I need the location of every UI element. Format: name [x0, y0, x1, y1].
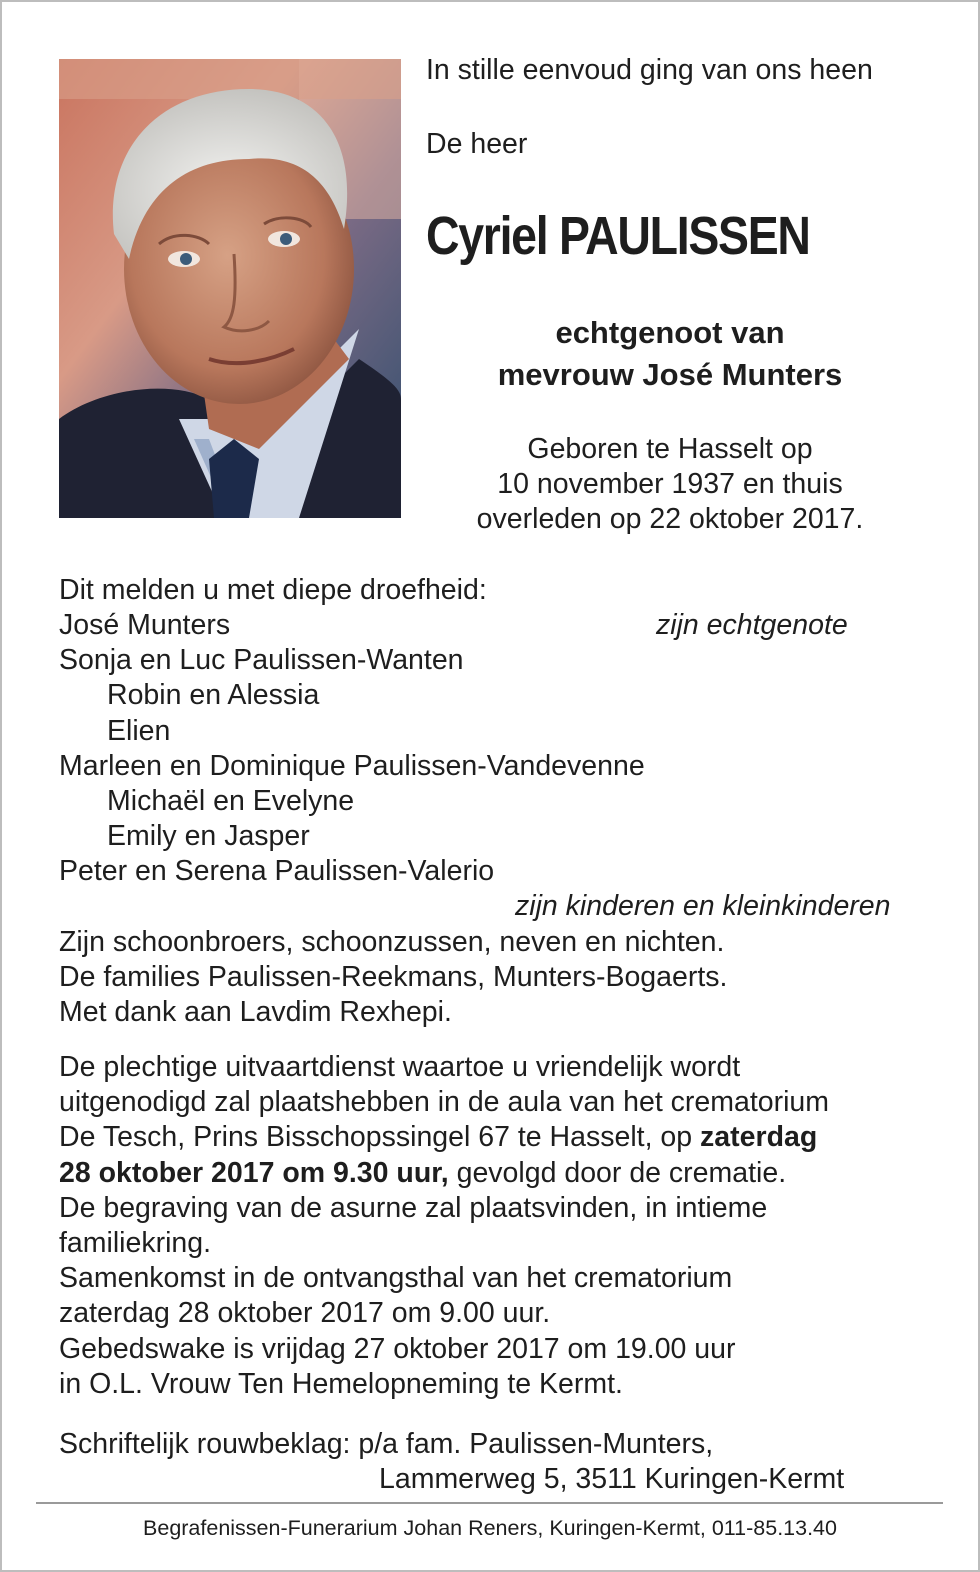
family-line: Robin en Alessia [107, 679, 320, 711]
service-line: uitgenodigd zal plaatshebben in de aula van het crematorium [59, 1086, 830, 1119]
service-line: Gebedswake is vrijdag 27 oktober 2017 om 19.00 uur [59, 1332, 736, 1365]
deceased-name: Cyriel PAULISSEN [426, 206, 810, 266]
spouse-role: zijn echtgenote [656, 609, 848, 641]
birth-line-3: overleden op 22 oktober 2017. [476, 503, 864, 535]
service-date-bold: zaterdag [700, 1121, 818, 1154]
birth-line-1: Geboren te Hasselt op [527, 433, 813, 465]
funeral-home-footer: Begrafenissen-Funerarium Johan Reners, Kuringen-Kermt, 011-85.13.40 [143, 1516, 837, 1540]
salutation: De heer [426, 128, 528, 160]
service-line: De Tesch, Prins Bisschopssingel 67 te Hasselt, op [59, 1121, 701, 1154]
family-line: Marleen en Dominique Paulissen-Vandevenne [59, 750, 645, 782]
service-date-bold: 28 oktober 2017 om 9.30 uur, [59, 1156, 449, 1189]
relatives-line: Met dank aan Lavdim Rexhepi. [59, 996, 452, 1028]
birth-line-2: 10 november 1937 en thuis [497, 468, 843, 500]
condolences-address: Lammerweg 5, 3511 Kuringen-Kermt [379, 1463, 845, 1495]
mourners-intro: Dit melden u met diepe droefheid: [59, 574, 487, 606]
footer-divider [36, 1502, 943, 1504]
service-line: De plechtige uitvaartdienst waartoe u vriendelijk wordt [59, 1051, 741, 1083]
family-line: Emily en Jasper [107, 820, 310, 852]
relatives-line: Zijn schoonbroers, schoonzussen, neven en nichten. [59, 926, 725, 958]
condolences-line-1: Schriftelijk rouwbeklag: p/a fam. Paulissen-Munters, [59, 1428, 714, 1460]
service-line: De begraving van de asurne zal plaatsvinden, in intieme [59, 1191, 768, 1224]
portrait-illustration [59, 59, 401, 518]
service-line: gevolgd door de crematie. [448, 1156, 787, 1189]
spouse-name: José Munters [59, 609, 231, 641]
family-line: Sonja en Luc Paulissen-Wanten [59, 644, 464, 676]
spouse-line-1: echtgenoot van [555, 315, 785, 350]
family-line: Peter en Serena Paulissen-Valerio [59, 855, 495, 887]
service-line: zaterdag 28 oktober 2017 om 9.00 uur. [59, 1297, 551, 1330]
service-paragraph [59, 1050, 919, 1402]
spouse-line-2: mevrouw José Munters [497, 357, 843, 392]
intro-text: In stille eenvoud ging van ons heen [426, 54, 873, 86]
service-line: in O.L. Vrouw Ten Hemelopneming te Kermt. [59, 1367, 623, 1400]
relatives-line: De families Paulissen-Reekmans, Munters-Bogaerts. [59, 961, 728, 993]
portrait-photo [59, 59, 401, 518]
service-line: familiekring. [59, 1227, 212, 1260]
family-line: Elien [107, 715, 171, 747]
children-role: zijn kinderen en kleinkinderen [515, 890, 891, 922]
service-line: Samenkomst in de ontvangsthal van het crematorium [59, 1262, 733, 1295]
family-line: Michaël en Evelyne [107, 785, 355, 817]
